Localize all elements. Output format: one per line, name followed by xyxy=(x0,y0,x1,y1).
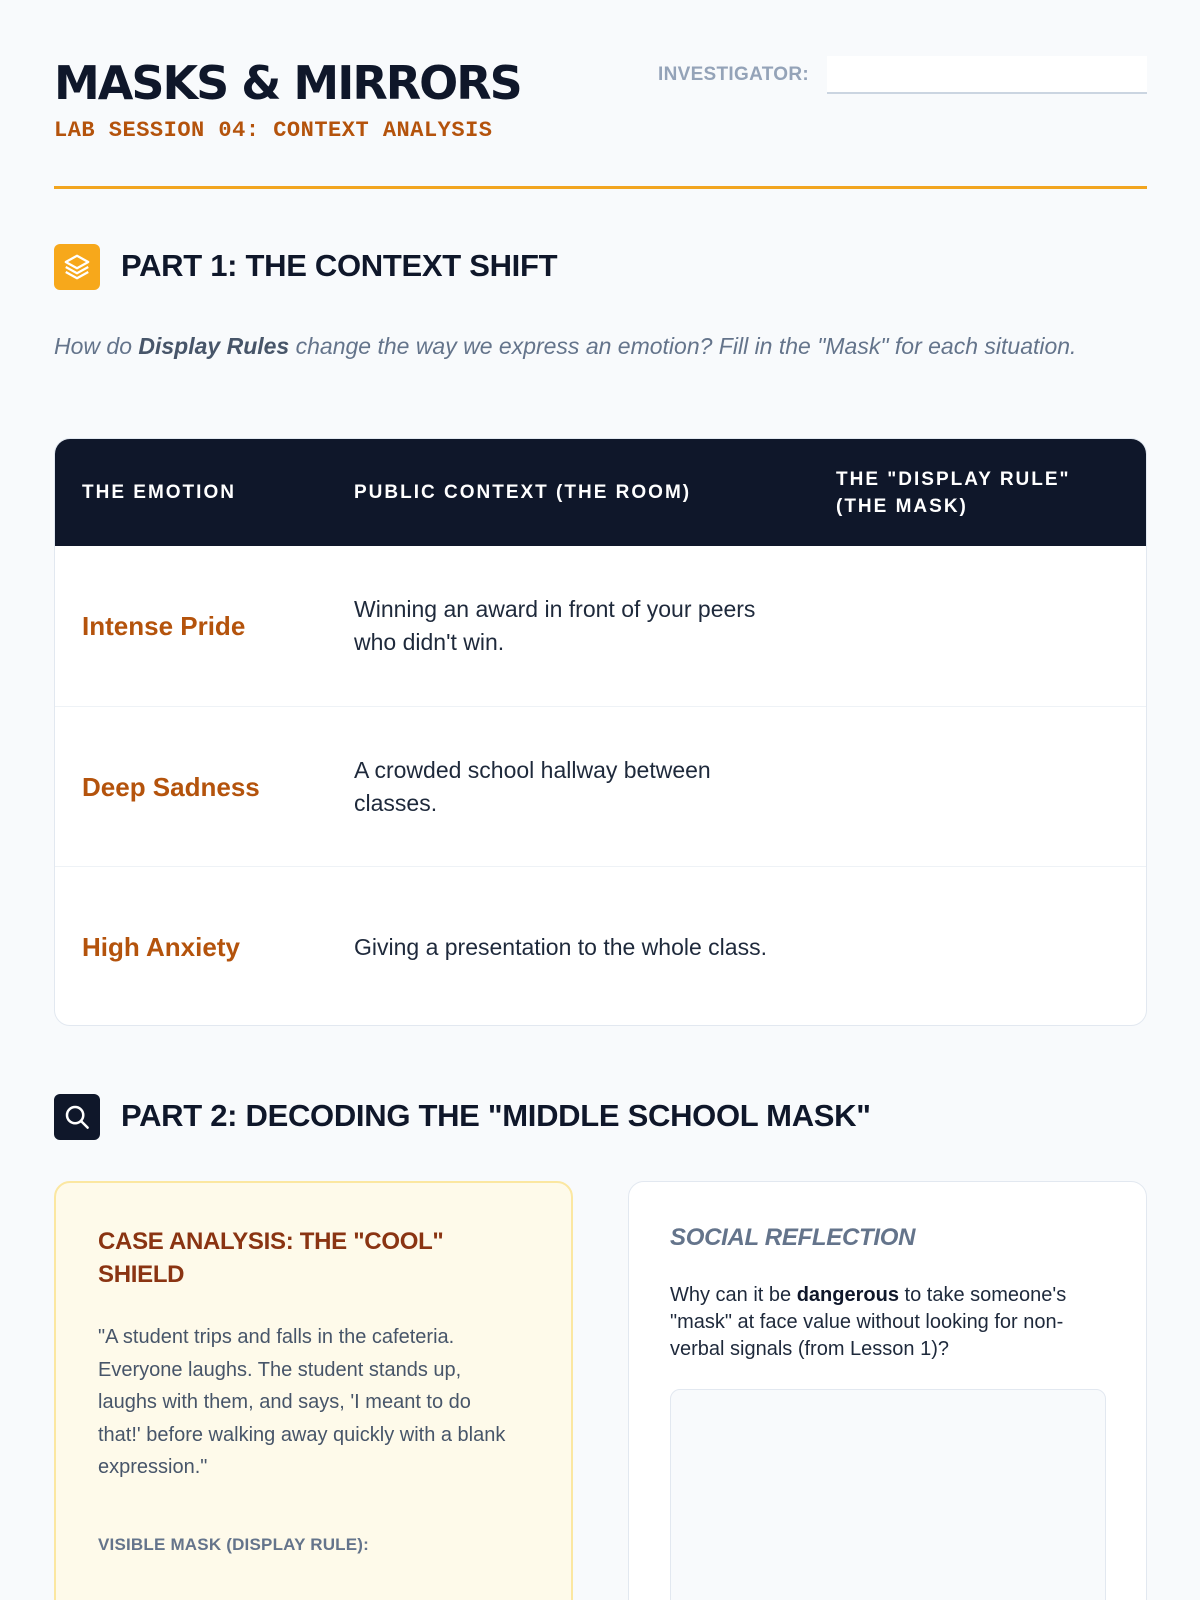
context-cell: Giving a presentation to the whole class. xyxy=(354,933,767,960)
context-cell: A crowded school hallway between classes. xyxy=(354,757,711,816)
column-header-emotion: THE EMOTION xyxy=(82,482,236,503)
dangerous-term: dangerous xyxy=(796,1284,899,1306)
worksheet-header xyxy=(54,56,1147,190)
table-row xyxy=(55,866,1146,1026)
part1-title: PART 1: THE CONTEXT SHIFT xyxy=(121,248,558,283)
layers-icon xyxy=(54,244,100,290)
case-quote: "A student trips and falls in the cafeteria. Everyone laughs. The student stands up, laughs with them, and says, 'I meant to do that!' before walking away quickly with a blank expression." xyxy=(98,1326,506,1478)
part2-heading xyxy=(54,1094,1147,1140)
column-header-context: PUBLIC CONTEXT (THE ROOM) xyxy=(354,482,692,503)
reflection-title: SOCIAL REFLECTION xyxy=(670,1224,916,1251)
visible-mask-label: VISIBLE MASK (DISPLAY RULE): xyxy=(98,1535,370,1554)
session-subtitle: LAB SESSION 04: CONTEXT ANALYSIS xyxy=(54,118,493,143)
emotion-cell: Intense Pride xyxy=(82,610,246,641)
investigator-input[interactable] xyxy=(827,56,1147,94)
table-header xyxy=(55,439,1146,546)
part1-instructions: How do Display Rules change the way we express an emotion? Fill in the "Mask" for each situation. xyxy=(54,333,1077,359)
context-table xyxy=(54,438,1147,1026)
case-analysis-card xyxy=(54,1181,573,1600)
table-row xyxy=(55,706,1146,866)
part2-title: PART 2: DECODING THE "MIDDLE SCHOOL MASK" xyxy=(121,1098,871,1133)
table-row xyxy=(55,546,1146,706)
reflection-question: Why can it be dangerous to take someone's "mask" at face value without looking for non-verbal signals (from Lesson 1)? xyxy=(670,1284,1067,1360)
mask-answer-cell[interactable] xyxy=(835,727,1125,847)
mask-answer-cell[interactable] xyxy=(835,887,1125,1007)
reflection-answer-textarea[interactable] xyxy=(670,1389,1106,1600)
emotion-cell: High Anxiety xyxy=(82,931,240,962)
worksheet-page xyxy=(54,0,1147,1600)
mask-answer-cell[interactable] xyxy=(835,566,1125,686)
part1-heading xyxy=(54,244,1147,290)
page-title: MASKS & MIRRORS xyxy=(54,56,521,110)
column-header-mask: THE "DISPLAY RULE" (THE MASK) xyxy=(836,469,1071,517)
social-reflection-card xyxy=(628,1181,1147,1600)
emotion-cell: Deep Sadness xyxy=(82,771,260,802)
investigator-label: INVESTIGATOR: xyxy=(658,64,809,85)
header-divider xyxy=(54,186,1147,189)
case-title: CASE ANALYSIS: THE "COOL" SHIELD xyxy=(98,1228,444,1288)
context-cell: Winning an award in front of your peers who didn't win. xyxy=(354,596,756,655)
search-icon xyxy=(54,1094,100,1140)
display-rules-term: Display Rules xyxy=(138,333,290,359)
